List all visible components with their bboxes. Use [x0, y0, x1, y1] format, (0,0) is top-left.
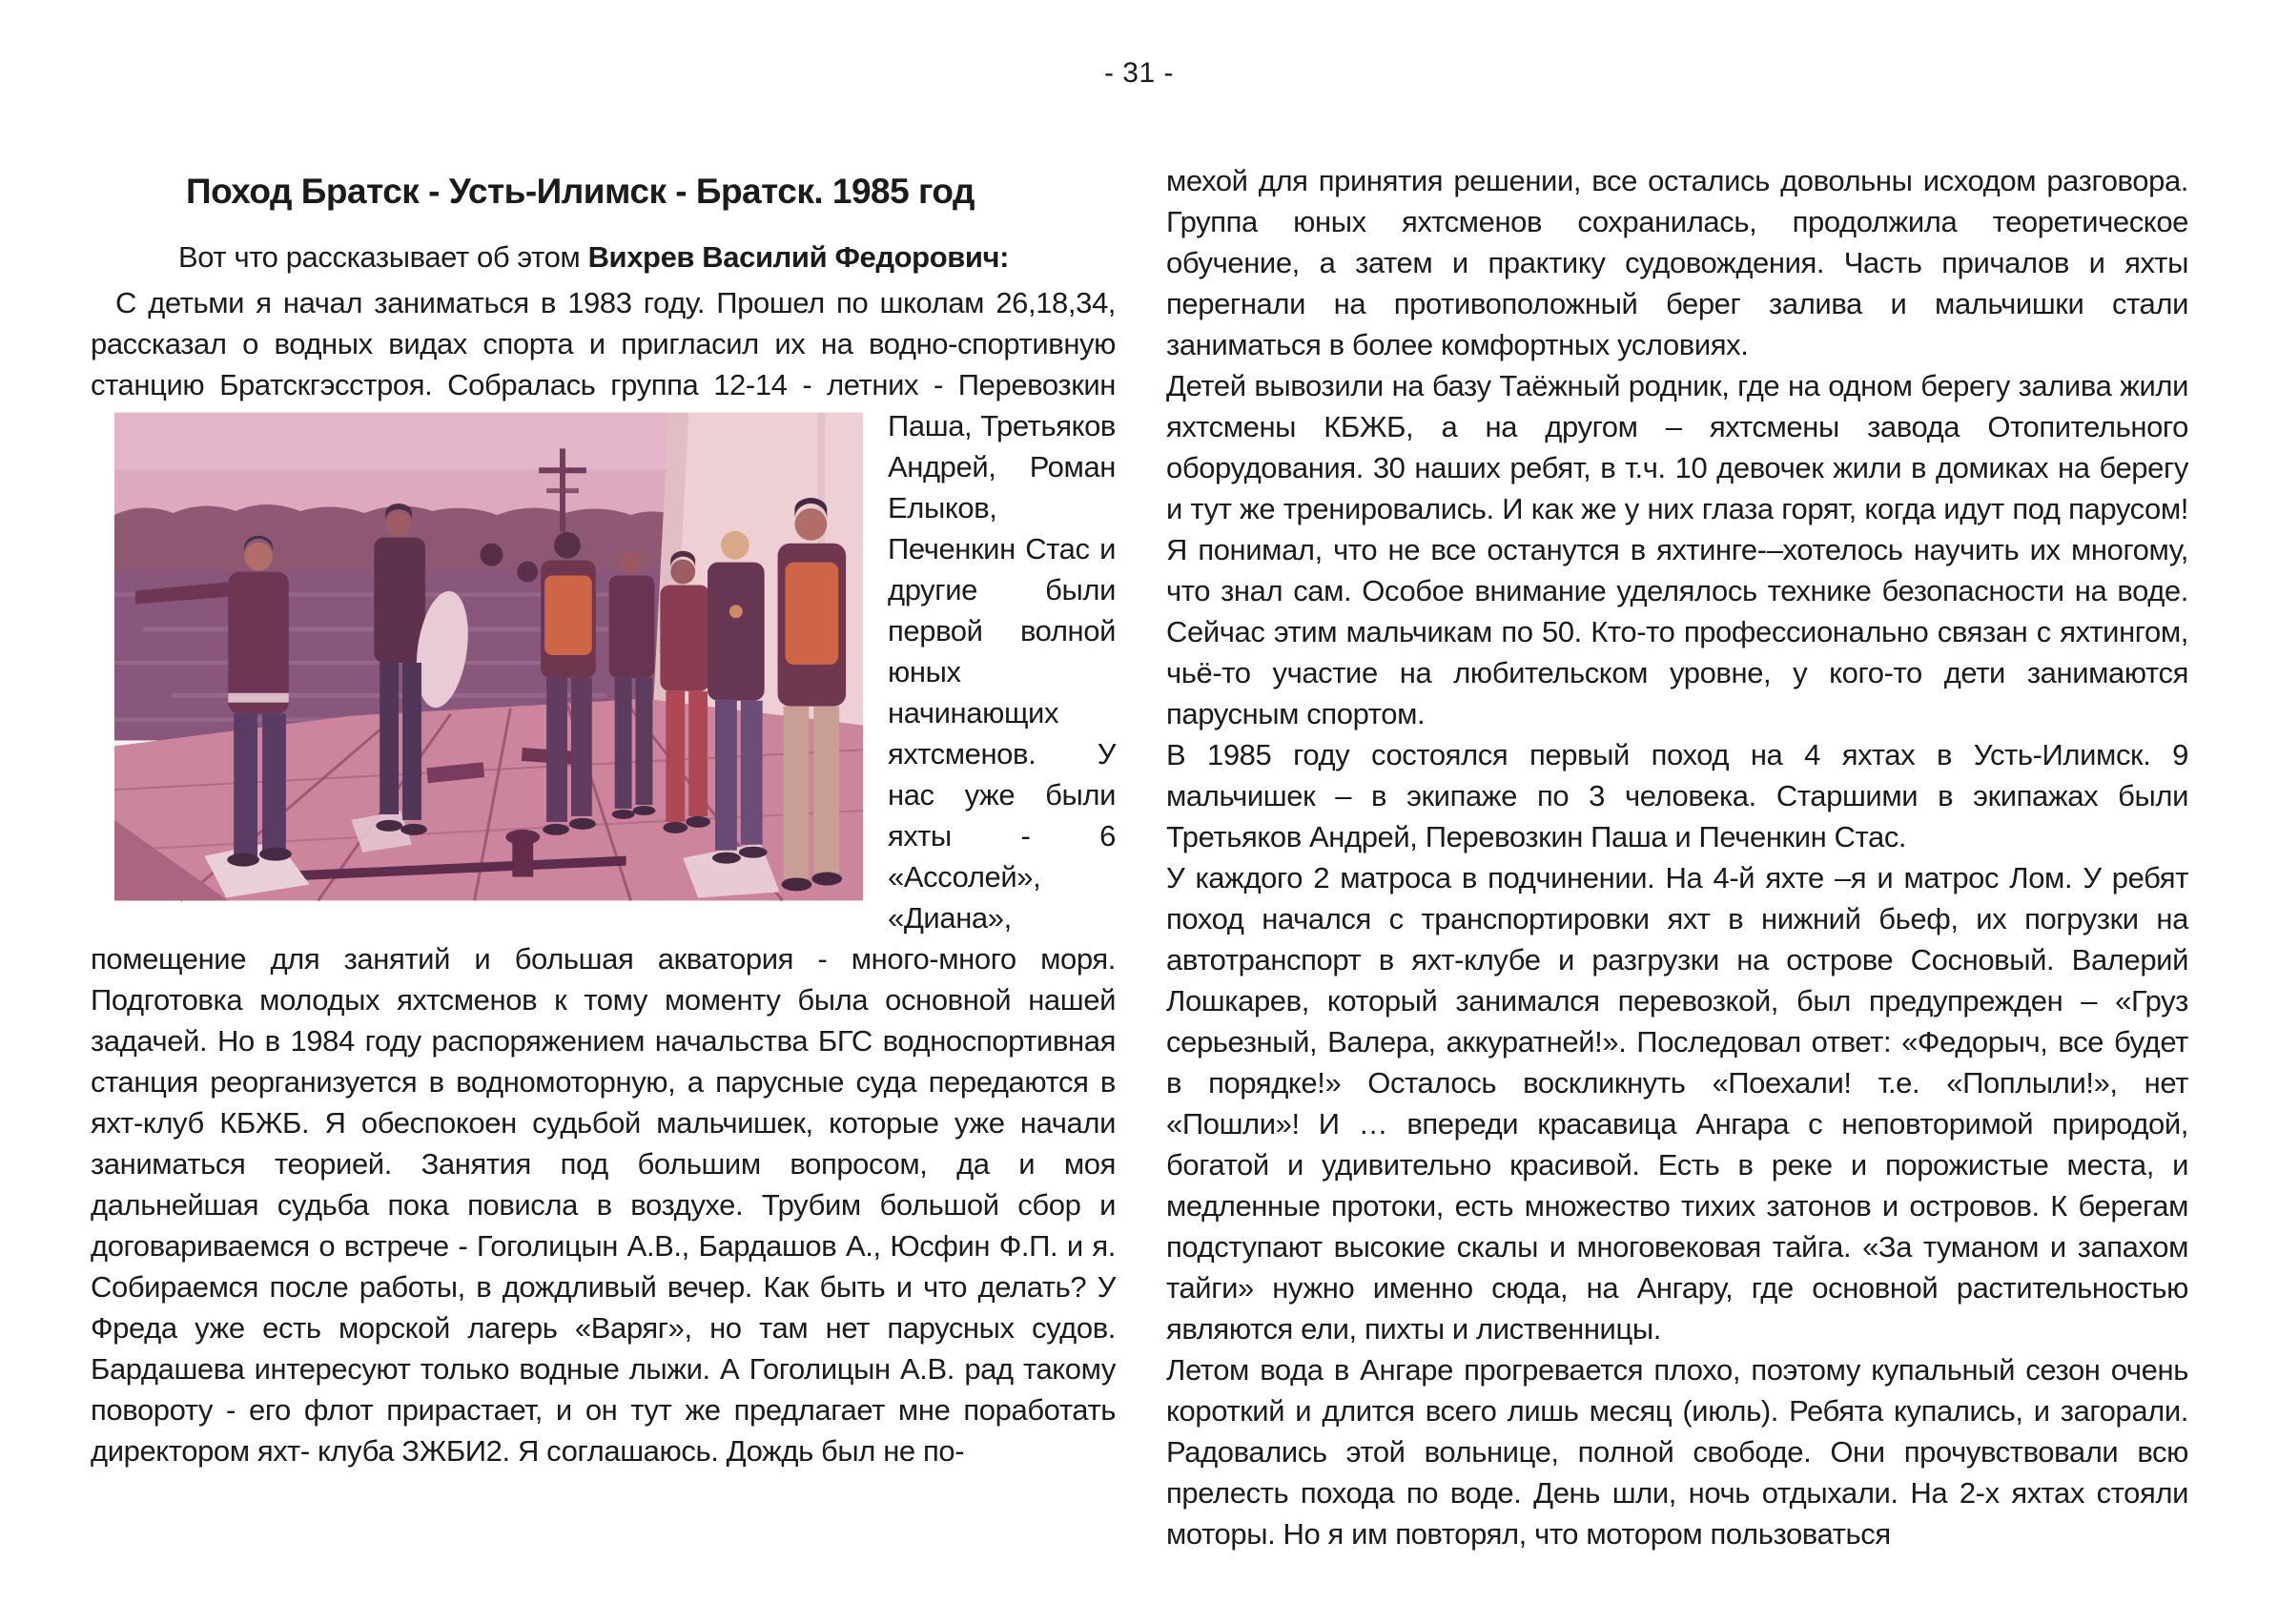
right-paragraph: В 1985 году состоялся первый поход на 4 яхтах в Усть-Илимск. 9 мальчишек – в экипаже по 3 человека. Старшими в экипажах были Третьяков Андрей, Перевозкин Паша и Печенкин Стас.: [1166, 738, 2188, 853]
page-number: - 31 -: [1103, 57, 1175, 89]
expedition-photo-illustration: [114, 411, 863, 902]
intro-prefix: Вот что рассказывает об этом: [178, 240, 588, 274]
right-paragraph: Летом вода в Ангаре прогревается плохо, поэтому купальный сезон очень короткий и длится всего лишь месяц (июль). Ребята купались, и загорали. Радовались этой вольнице, полной свободе. Они прочувствовали всю прелесть похода по воде. День шли, ночь отдыхали. На 2-х яхтах стояли моторы. Но я им повторял, что мотором пользоваться: [1166, 1353, 2188, 1551]
right-paragraph: У каждого 2 матроса в подчинении. На 4-й яхте –я и матрос Лом. У ребят поход начался с транспортировки яхт в нижний бьеф, их погрузки на автотранспорт в яхт-клубе и разгрузки на острове Сосновый. Валерий Лошкарев, который занимался перевозкой, был предупрежден – «Груз серьезный, Валера, аккуратней!». Последовал ответ: «Федорыч, все будет в порядке!» Осталось воскликнуть «Поехали! т.е. «Поплыли!», нет «Пошли»! И … впереди красавица Ангара с неповторимой природой, богатой и удивительно красивой. Есть в реке и порожистые места, и медленные протоки, есть множество тихих затонов и островов. К берегам подступают высокие скалы и многовековая тайга. «За туманом и запахом тайги» нужно именно сюда, на Ангару, где основной растительностью являются ели, пихты и лиственницы.: [1166, 861, 2188, 1346]
article-title: Поход Братск - Усть-Илимск - Братск. 1985 год: [186, 172, 975, 211]
photo-pink-wash: [114, 413, 863, 901]
right-column: [1166, 160, 2188, 1554]
right-paragraph: Детей вывозили на базу Таёжный родник, где на одном берегу залива жили яхтсмены КБЖБ, а на другом – яхтсмены завода Отопительного оборудования. 30 наших ребят, в т.ч. 10 девочек жили в домиках на берегу и тут же тренировались. И как же у них глаза горят, когда идут под парусом! Я понимал, что не все останутся в яхтинге-–хотелось научить их многому, что знал сам. Особое внимание уделялось технике безопасности на воде. Сейчас этим мальчикам по 50. Кто-то профессионально связан с яхтингом, чьё-то участие на любительском уровне, у кого-то дети занимаются парусным спортом.: [1166, 369, 2188, 730]
text-after-photo: - Перевозкин Паша, Третьяков Андрей, Роман Елыков, Печенкин Стас и другие были первой волной юных начинающих яхтсменов. У нас уже были яхты - 6 «Ассолей», «Диана», помещение для занятий и большая акватория - много-много моря. Подготовка молодых яхтсменов к тому моменту была основной нашей задачей. Но в 1984 году распоряжением начальства БГС водноспортивная станция реорганизуется в водномоторную, а парусные суда передаются в яхт-клуб КБЖБ. Я обеспокоен судьбой мальчишек, которые уже начали заниматься теорией. Занятия под большим вопросом, да и моя дальнейшая судьба пока повисла в воздухе. Трубим большой сбор и договариваемся о встрече - Гоголицын А.В., Бардашов А., Юсфин Ф.П. и я. Собираемся после работы, в дождливый вечер. Как быть и что делать? У Фреда уже есть морской лагерь «Варяг», но там нет парусных судов. Бардашева интересуют только водные лыжи. А Гоголицын А.В. рад такому повороту - его флот прирастает, и он тут же предлагает мне поработать директором яхт- клуба ЗЖБИ2. Я соглашаюсь. Дождь был не по-: [91, 368, 1116, 1468]
left-column-paragraph: [91, 282, 1116, 1471]
expedition-photo: [114, 411, 863, 902]
text-before-photo: С детьми я начал заниматься в 1983 году. Прошел по школам 26,18,34, рассказал о водных видах спорта и пригласил их на водно-спортивную станцию Братскгэсстроя. Собралась группа 12-14 - летних: [91, 286, 1116, 401]
intro-line: [91, 240, 1116, 275]
left-column: [91, 153, 1116, 1471]
intro-speaker-name: Вихрев Василий Федорович:: [587, 240, 1010, 274]
right-paragraph: мехой для принятия решении, все остались довольны исходом разговора. Группа юных яхтсменов сохранилась, продолжила теоретическое обучение, а затем и практику судовождения. Часть причалов и яхты перегнали на противоположный берег залива и мальчишки стали заниматься в более комфортных условиях.: [1166, 164, 2188, 361]
